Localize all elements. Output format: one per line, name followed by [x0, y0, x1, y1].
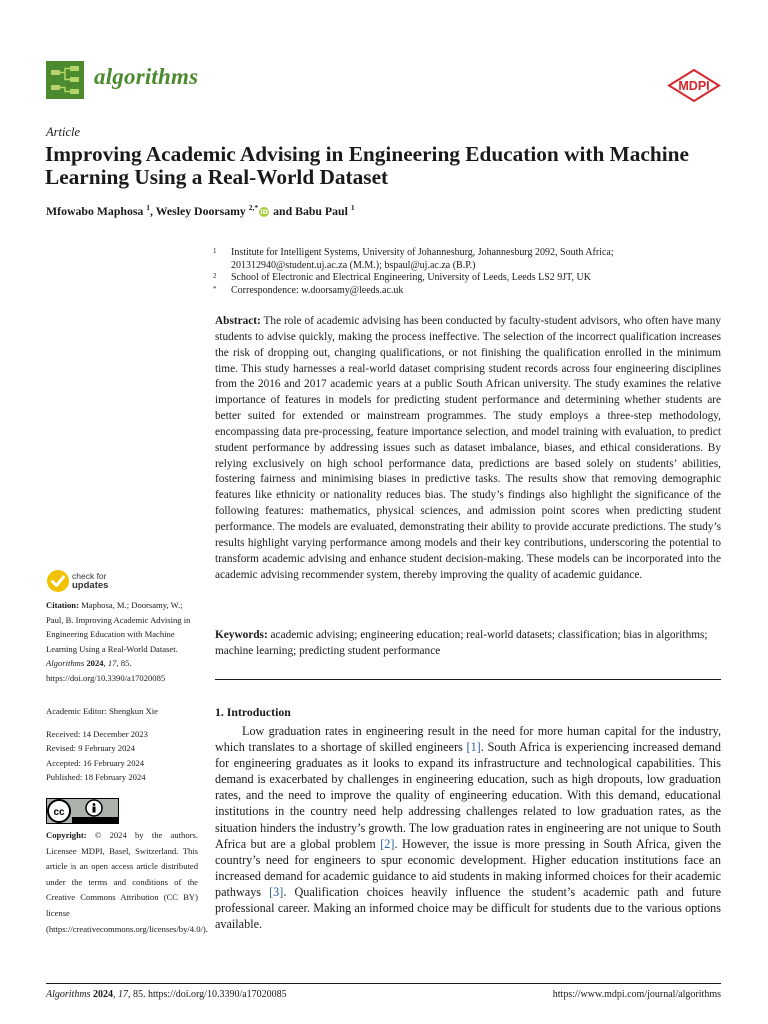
author-affiliation-mark: 1 — [350, 203, 355, 212]
keywords — [215, 628, 721, 660]
keywords-text: academic advising; engineering education; real-world datasets; classification; bias in algorithms; machine learning; predicting student performance — [215, 629, 708, 657]
author-separator: , — [150, 203, 156, 218]
copyright-notice: Copyright: © 2024 by the authors. Licensee MDPI, Basel, Switzerland. This article is an open access article distributed under the terms and conditions of the Creative Commons Attribution (CC BY) license (https://creativecommons.org/licenses/by/4.0/). — [46, 830, 208, 934]
paragraph-text: . South Africa is experiencing increased demand for engineering graduates as it looks to expand its infrastructure and technological capabilities. This demand is exacerbated by challenges in engineering education, such as high dropouts, low graduation rates, and the need to improve the quality of engineering education. With this demand, educational institutions in the country need help addressing challenges related to low graduation rates, as the situation hinders the industry’s growth. The low graduation rates in engineering are not unique to South Africa but are a global problem — [215, 740, 721, 851]
cc-by-license-icon[interactable] — [46, 798, 119, 824]
abstract — [215, 314, 721, 583]
affiliation-2: 2 School of Electronic and Electrical Engineering, University of Leeds, Leeds LS2 9JT, UK — [213, 272, 591, 283]
article-title: Improving Academic Advising in Engineering Education with Machine Learning Using a Real-World Dataset — [45, 142, 689, 189]
introduction-paragraph — [215, 723, 721, 932]
author-affiliation-mark: 1 — [146, 203, 151, 212]
check-updates-label: check for — [72, 571, 107, 581]
author-separator: and — [270, 203, 296, 218]
received-date: Received: 14 December 2023 — [46, 729, 148, 739]
footer-divider — [46, 983, 721, 984]
abstract-text: The role of academic advising has been conducted by faculty-student advisors, who often have many students to advise quickly, making the process ineffective. The selection of the incorrect qualification increases the risk of dropping out, changing qualifications, or not finishing the qualification enrolled in the minimum time. This study harnesses a real-world dataset comprising student records across four engineering disciplines from the 2016 and 2017 academic years at a public South African university. The study examines the relative importance of features in models for predicting student performance and determining whether students are better suited for extended or mainstream programmes. The study employs a three-step methodology, encompassing data pre-processing, feature importance selection, and model training with evaluation, to predict student performance by addressing issues such as dataset imbalance, biases, and ethical considerations. By relying exclusively on high school performance data, predictions are based solely on students’ abilities, fostering fairness and minimising biases in predictive tasks. The results show that removing demographic features like ethnicity or nationality reduces bias. The study’s findings also highlight the significance of the following features: mathematics, physical sciences, and admission point scores when predicting student performance. The models are evaluated, demonstrating their ability to provide accurate predictions. The study’s results highlight varying performance among models and their key contributions, underscoring the potential to transform academic advising and enhance student decision-making. These models can be incorporated into the academic advising recommender system, thereby improving the quality of academic guidance. — [215, 315, 721, 581]
article-type: Article — [46, 125, 81, 139]
check-for-updates-button[interactable] — [46, 568, 126, 594]
citation-doi-link[interactable]: , 85. https://doi.org/10.3390/a17020085 — [46, 658, 166, 683]
accepted-date: Accepted: 16 February 2024 — [46, 758, 145, 768]
reference-link[interactable]: [2] — [380, 836, 395, 851]
citation: Citation: Maphosa, M.; Doorsamy, W.; Paul, B. Improving Academic Advising in Engineering Education with Machine Learning Using a Real-World Dataset. Algorithms 2024, 17, 85. https://doi.org/10.3390/a17020085 — [46, 600, 191, 683]
keywords-label: Keywords: — [215, 629, 268, 641]
author-name: Wesley Doorsamy — [155, 203, 249, 218]
section-heading-introduction: 1. Introduction — [215, 705, 291, 719]
reference-link[interactable]: [3] — [269, 884, 284, 899]
check-updates-icon — [46, 569, 70, 593]
revised-date: Revised: 9 February 2024 — [46, 743, 136, 753]
author-name: Mfowabo Maphosa — [46, 203, 147, 218]
author-affiliation-mark: 2,* — [248, 203, 259, 212]
published-date: Published: 18 February 2024 — [46, 772, 146, 782]
svg-text:cc: cc — [53, 807, 65, 818]
reference-link[interactable]: [1] — [466, 740, 481, 755]
author-list — [46, 203, 355, 219]
correspondence: * Correspondence: w.doorsamy@leeds.ac.uk — [213, 285, 404, 296]
affiliation-1: 1 Institute for Intelligent Systems, University of Johannesburg, Johannesburg 2092, South Africa; 201312940@student.uj.ac.za (M.M.); bspaul@uj.ac.za (B.P.) — [213, 247, 614, 271]
svg-text:MDPI: MDPI — [678, 79, 710, 93]
abstract-label: Abstract: — [215, 315, 261, 327]
mdpi-logo — [667, 69, 721, 102]
orcid-icon[interactable]: iD — [260, 207, 268, 216]
paragraph-text: . Qualification choices heavily influence the student’s academic path and future professional career. Making an informed choice may be difficult for students due to the various options available. — [215, 884, 722, 932]
section-divider — [215, 679, 721, 680]
paragraph-text: Low graduation rates in engineering result in the need for more human capital for the industry, which translates to a shortage of skilled engineers — [215, 724, 721, 755]
footer-citation: Algorithms 2024, 17, 85. https://doi.org/10.3390/a17020085 — [46, 989, 287, 1000]
author-name: Babu Paul — [295, 203, 351, 218]
footer-journal-url[interactable]: https://www.mdpi.com/journal/algorithms — [552, 989, 721, 1000]
updates-label: updates — [72, 580, 109, 591]
journal-logo-icon — [46, 61, 84, 99]
paragraph-text: . However, the issue is more pressing in South Africa, given the country’s need for engineers to spur economic development. Higher education institutions face an increased demand for academic guidance to aid students in making informed choices for their academic pathways — [215, 836, 722, 899]
academic-editor: Academic Editor: Shengkun Xie — [46, 706, 158, 716]
journal-name: algorithms — [94, 64, 199, 89]
footer-doi-link[interactable]: , 85. https://doi.org/10.3390/a17020085 — [127, 989, 287, 1000]
